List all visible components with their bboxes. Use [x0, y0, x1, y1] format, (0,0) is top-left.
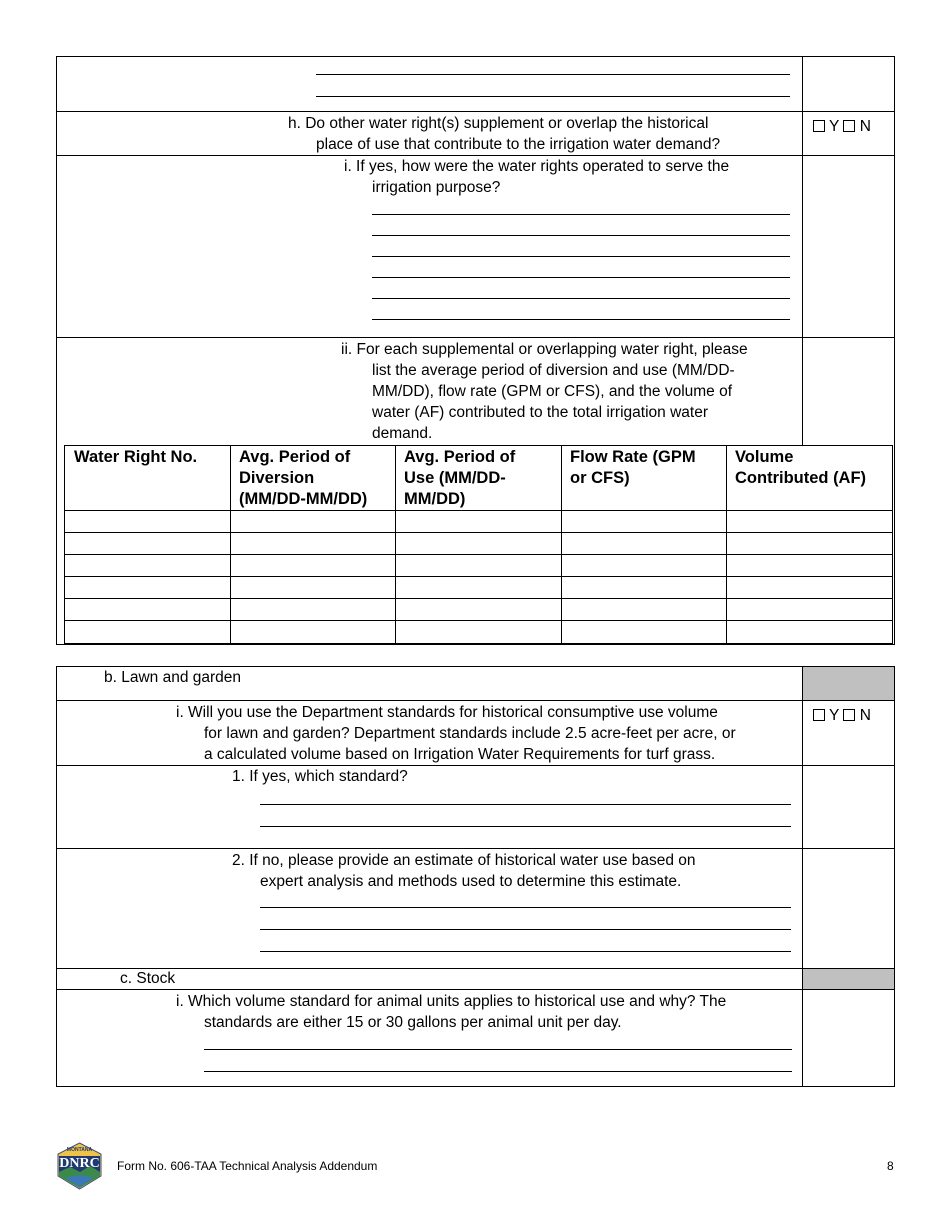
answer-line[interactable]: [204, 1049, 792, 1050]
question-h-ii-line3: MM/DD), flow rate (GPM or CFS), and the volume of: [372, 383, 733, 400]
row-divider: [56, 337, 895, 338]
header-line: MM/DD): [404, 490, 466, 508]
question-b-i-line2: for lawn and garden? Department standards include 2.5 acre-feet per acre, or: [204, 725, 736, 742]
question-h-line1: h. Do other water right(s) supplement or overlap the historical: [288, 115, 709, 132]
yes-checkbox[interactable]: [813, 120, 825, 132]
header-line: Flow Rate (GPM: [570, 448, 696, 466]
answer-line[interactable]: [372, 256, 790, 257]
header-avg-period-use: [404, 447, 515, 510]
table-col-divider: [230, 445, 231, 644]
table-row-divider: [64, 510, 893, 511]
header-line: Use (MM/DD-: [404, 469, 506, 487]
yes-checkbox[interactable]: [813, 709, 825, 721]
table-col-divider: [395, 445, 396, 644]
row-divider: [56, 848, 895, 849]
logo-text: DNRC: [59, 1156, 100, 1171]
section-b-title: b. Lawn and garden: [104, 669, 242, 686]
question-h-ii-line1: ii. For each supplemental or overlapping water right, please: [341, 341, 748, 358]
header-line: Volume: [735, 448, 794, 466]
table-row-divider: [64, 554, 893, 555]
row-divider: [56, 111, 895, 112]
header-volume-contributed: [735, 447, 866, 489]
question-b-i-line1: i. Will you use the Department standards for historical consumptive use volume: [176, 704, 718, 721]
header-line: (MM/DD-MM/DD): [239, 490, 368, 508]
row-divider: [56, 968, 895, 969]
question-c-i-line2: standards are either 15 or 30 gallons per animal unit per day.: [204, 1014, 622, 1031]
answer-line[interactable]: [316, 96, 790, 97]
table-row-divider: [64, 620, 893, 621]
table-row-divider: [64, 576, 893, 577]
question-b-1-line1: 1. If yes, which standard?: [232, 768, 408, 785]
table-col-divider: [561, 445, 562, 644]
header-line: or CFS): [570, 469, 630, 487]
question-b-2-line1: 2. If no, please provide an estimate of historical water use based on: [232, 852, 696, 869]
form-label: Form No. 606-TAA Technical Analysis Addendum: [117, 1159, 378, 1173]
section-b-gray-cell: [803, 667, 894, 700]
no-checkbox[interactable]: [843, 120, 855, 132]
no-checkbox[interactable]: [843, 709, 855, 721]
no-label: N: [859, 707, 871, 724]
section-c-gray-cell: [803, 969, 894, 989]
answer-line[interactable]: [260, 826, 791, 827]
answer-line[interactable]: [372, 277, 790, 278]
answer-line[interactable]: [260, 951, 791, 952]
logo-top-text: MONTANA: [66, 1147, 93, 1153]
table-row-divider: [64, 532, 893, 533]
answer-line[interactable]: [372, 298, 790, 299]
question-b-i-line3: a calculated volume based on Irrigation Water Requirements for turf grass.: [204, 746, 716, 763]
yes-label: Y: [829, 118, 840, 135]
header-line: Avg. Period of: [239, 448, 351, 466]
header-line: Avg. Period of: [404, 448, 516, 466]
question-h-i-line2: irrigation purpose?: [372, 179, 501, 196]
answer-line[interactable]: [260, 907, 791, 908]
answer-line[interactable]: [372, 319, 790, 320]
answer-line[interactable]: [260, 804, 791, 805]
yes-no-checkbox-b-i[interactable]: [813, 705, 871, 726]
question-h-ii-line5: demand.: [372, 425, 433, 442]
answer-column-divider: [802, 666, 803, 1087]
dnrc-logo: [56, 1142, 103, 1190]
page-number: 8: [887, 1159, 894, 1173]
question-c-i-line1: i. Which volume standard for animal units applies to historical use and why? The: [176, 993, 727, 1010]
answer-line[interactable]: [372, 235, 790, 236]
yes-no-checkbox-h[interactable]: [813, 116, 871, 137]
table-row-divider: [64, 598, 893, 599]
header-line: Diversion: [239, 469, 315, 487]
question-h-ii-line2: list the average period of diversion and use (MM/DD-: [372, 362, 735, 379]
row-divider: [56, 989, 895, 990]
question-h-i-line1: i. If yes, how were the water rights operated to serve the: [344, 158, 730, 175]
no-label: N: [859, 118, 871, 135]
question-b-2-line2: expert analysis and methods used to determine this estimate.: [260, 873, 682, 890]
question-h-line2: place of use that contribute to the irrigation water demand?: [316, 136, 721, 153]
answer-column-divider: [802, 56, 803, 445]
row-divider: [56, 700, 895, 701]
header-flow-rate: [570, 447, 696, 489]
section-c-title: c. Stock: [120, 970, 176, 987]
header-line: Water Right No.: [74, 448, 198, 466]
yes-label: Y: [829, 707, 840, 724]
answer-line[interactable]: [204, 1071, 792, 1072]
table-col-divider: [726, 445, 727, 644]
row-divider: [56, 765, 895, 766]
header-water-right-no: [74, 447, 197, 468]
answer-line[interactable]: [260, 929, 791, 930]
header-avg-period-diversion: [239, 447, 367, 510]
question-h-ii-line4: water (AF) contributed to the total irrigation water: [372, 404, 708, 421]
answer-line[interactable]: [316, 74, 790, 75]
header-line: Contributed (AF): [735, 469, 867, 487]
answer-line[interactable]: [372, 214, 790, 215]
